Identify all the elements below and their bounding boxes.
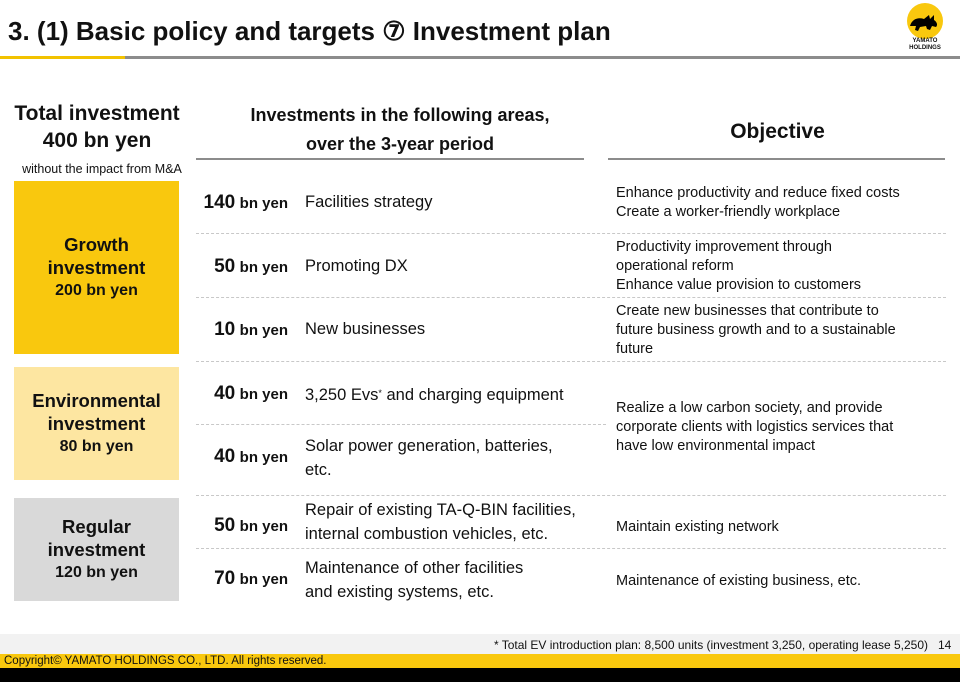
row-amount-unit: bn yen [239,449,288,466]
row-area-line: internal combustion vehicles, etc. [305,525,549,543]
row-divider [196,548,946,549]
objective-new-businesses [616,302,946,359]
row-amount [196,446,288,468]
row-amount-unit: bn yen [239,195,288,212]
ev-footnote: * Total EV introduction plan: 8,500 units (investment 3,250, operating lease 5,250) [493,638,928,652]
row-area-line: Repair of existing TA-Q-BIN facilities, [305,501,576,519]
row-amount [196,319,288,341]
areas-header-line-2: over the 3-year period [305,134,495,154]
title-underline [0,56,960,59]
row-amount [196,515,288,537]
row-amount-unit: bn yen [239,386,288,403]
row-area-line: etc. [305,461,332,479]
areas-header-line-1: Investments in the following areas, [250,105,550,125]
category-label: investment [47,257,146,278]
footnote-marker: * [378,388,382,398]
row-area [305,381,564,407]
row-amount [196,383,288,405]
category-label: Regular [62,516,131,537]
total-investment-amount: 400 bn yen [42,129,152,152]
objective-line: future [616,341,654,357]
row-amount-value: 50 [214,256,236,277]
row-divider [196,297,946,298]
row-area [305,556,523,604]
objective-column-header: Objective [730,120,825,143]
objective-line: Realize a low carbon society, and provide [616,400,883,416]
objective-line: have low environmental impact [616,438,816,454]
row-amount [196,192,288,214]
row-area-line: and existing systems, etc. [305,583,494,601]
objective-environmental [616,399,946,456]
objective-line: Create new businesses that contribute to [616,303,879,319]
objective-line: Maintenance of existing business, etc. [616,573,862,589]
row-divider [196,233,946,234]
objective-line: Enhance value provision to customers [616,277,862,293]
row-amount [196,568,288,590]
row-amount-value: 10 [214,319,236,340]
row-area: New businesses [305,320,426,338]
objective-line: future business growth and to a sustainable [616,322,896,338]
row-area [305,498,576,546]
total-investment-note: without the impact from M&A [22,162,182,176]
objective-line: Productivity improvement through [616,239,832,255]
objective-line: Maintain existing network [616,519,779,535]
category-amount: 120 bn yen [55,564,138,581]
objective-facilities [616,184,946,222]
row-divider [196,361,946,362]
row-amount-value: 40 [214,446,236,467]
row-area: Promoting DX [305,257,408,275]
category-amount: 200 bn yen [55,282,138,299]
row-divider [196,424,606,425]
page-number: 14 [938,638,952,652]
logo-line-1: YAMATO [912,38,938,44]
logo-line-2: HOLDINGS [909,45,941,51]
bottom-black-bar [0,668,960,682]
row-area [305,434,553,482]
row-area-text: and charging equipment [381,386,564,404]
title-underline-accent [0,56,125,59]
total-investment-heading [4,100,190,154]
row-amount-value: 50 [214,515,236,536]
objective-header-rule [608,158,945,160]
objective-network [616,518,946,537]
row-area-text: 3,250 Evs [305,386,379,404]
total-investment-label: Total investment [14,102,180,125]
areas-column-header [200,101,600,159]
objective-existing-business [616,572,946,591]
row-amount-unit: bn yen [239,259,288,276]
row-amount-unit: bn yen [239,322,288,339]
category-amount: 80 bn yen [59,438,134,455]
row-amount-unit: bn yen [239,518,288,535]
row-area-line: Maintenance of other facilities [305,559,524,577]
category-label: Growth [64,234,129,255]
row-divider [196,495,946,496]
row-amount [196,256,288,278]
environmental-investment-box [14,367,179,480]
logo-wordmark [892,38,958,52]
regular-investment-box [14,498,179,601]
growth-investment-box [14,181,179,354]
row-area-line: Solar power generation, batteries, [305,437,553,455]
category-label: investment [47,539,146,560]
row-amount-value: 40 [214,383,236,404]
page-title: 3. (1) Basic policy and targets ⑦ Investment plan [8,16,611,46]
row-amount-value: 140 [203,192,236,213]
objective-line: Create a worker-friendly workplace [616,204,841,220]
objective-line: Enhance productivity and reduce fixed costs [616,185,900,201]
row-amount-unit: bn yen [239,571,288,588]
objective-line: corporate clients with logistics services that [616,419,894,435]
copyright-text: Copyright© YAMATO HOLDINGS CO., LTD. All rights reserved. [4,655,327,667]
row-amount-value: 70 [214,568,236,589]
objective-dx [616,238,946,295]
areas-header-rule [196,158,584,160]
objective-line: operational reform [616,258,734,274]
category-label: investment [47,413,146,434]
row-area: Facilities strategy [305,193,433,211]
category-label: Environmental [32,390,161,411]
